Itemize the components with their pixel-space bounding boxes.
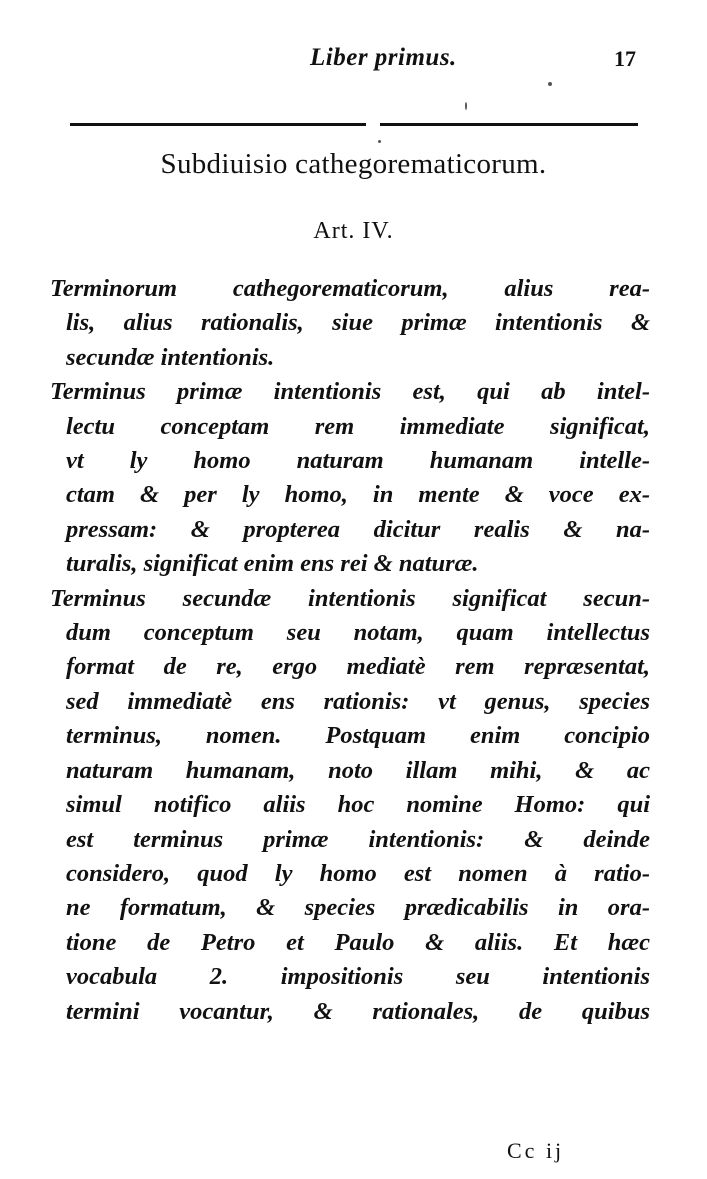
text-line: ne formatum, & species prædicabilis in ora- — [66, 894, 650, 922]
text-line: dum conceptum seu notam, quam intellectus — [66, 619, 650, 647]
text-line: termini vocantur, & rationales, de quibus — [66, 997, 650, 1025]
running-title: Liber primus. — [310, 44, 457, 71]
ink-speck — [548, 82, 552, 86]
page-number: 17 — [614, 46, 636, 71]
text-line: ctam & per ly homo, in mente & voce ex- — [66, 481, 650, 509]
text-line: format de re, ergo mediatè rem repræsentat, — [66, 653, 650, 681]
body-text — [50, 272, 650, 1029]
text-line: pressam: & propterea dicitur realis & na- — [66, 515, 650, 543]
catchword: Cc ij — [507, 1138, 565, 1163]
text-line: simul notifico aliis hoc nomine Homo: qui — [66, 791, 650, 819]
header-rule-left — [70, 123, 366, 126]
text-line: lis, alius rationalis, siue primæ intentionis & — [66, 309, 650, 337]
text-line: turalis, significat enim ens rei & naturæ. — [66, 550, 479, 578]
ink-speck — [378, 140, 381, 143]
section-heading: Subdiuisio cathegorematicorum. — [160, 148, 547, 180]
text-line: tione de Petro et Paulo & aliis. Et hæc — [66, 928, 650, 956]
text-line: vocabula 2. impositionis seu intentionis — [66, 963, 650, 991]
article-number: Art. IV. — [313, 218, 394, 244]
text-line: considero, quod ly homo est nomen à ratio- — [66, 859, 650, 887]
ink-speck — [465, 102, 467, 110]
text-line: vt ly homo naturam humanam intelle- — [66, 447, 650, 475]
text-line: naturam humanam, noto illam mihi, & ac — [66, 756, 650, 784]
text-line: terminus, nomen. Postquam enim concipio — [66, 722, 650, 750]
text-line: Terminus secundæ intentionis significat secun- — [50, 584, 650, 612]
text-line: lectu conceptam rem immediate significat, — [66, 412, 650, 440]
header-rule-right — [380, 123, 638, 126]
text-line: Terminorum cathegorematicorum, alius rea- — [50, 275, 650, 302]
text-line: Terminus primæ intentionis est, qui ab intel- — [50, 378, 650, 406]
text-line: est terminus primæ intentionis: & deinde — [66, 825, 650, 853]
running-head — [0, 40, 707, 80]
text-line: sed immediatè ens rationis: vt genus, species — [66, 687, 650, 715]
text-line: secundæ intentionis. — [66, 343, 275, 371]
